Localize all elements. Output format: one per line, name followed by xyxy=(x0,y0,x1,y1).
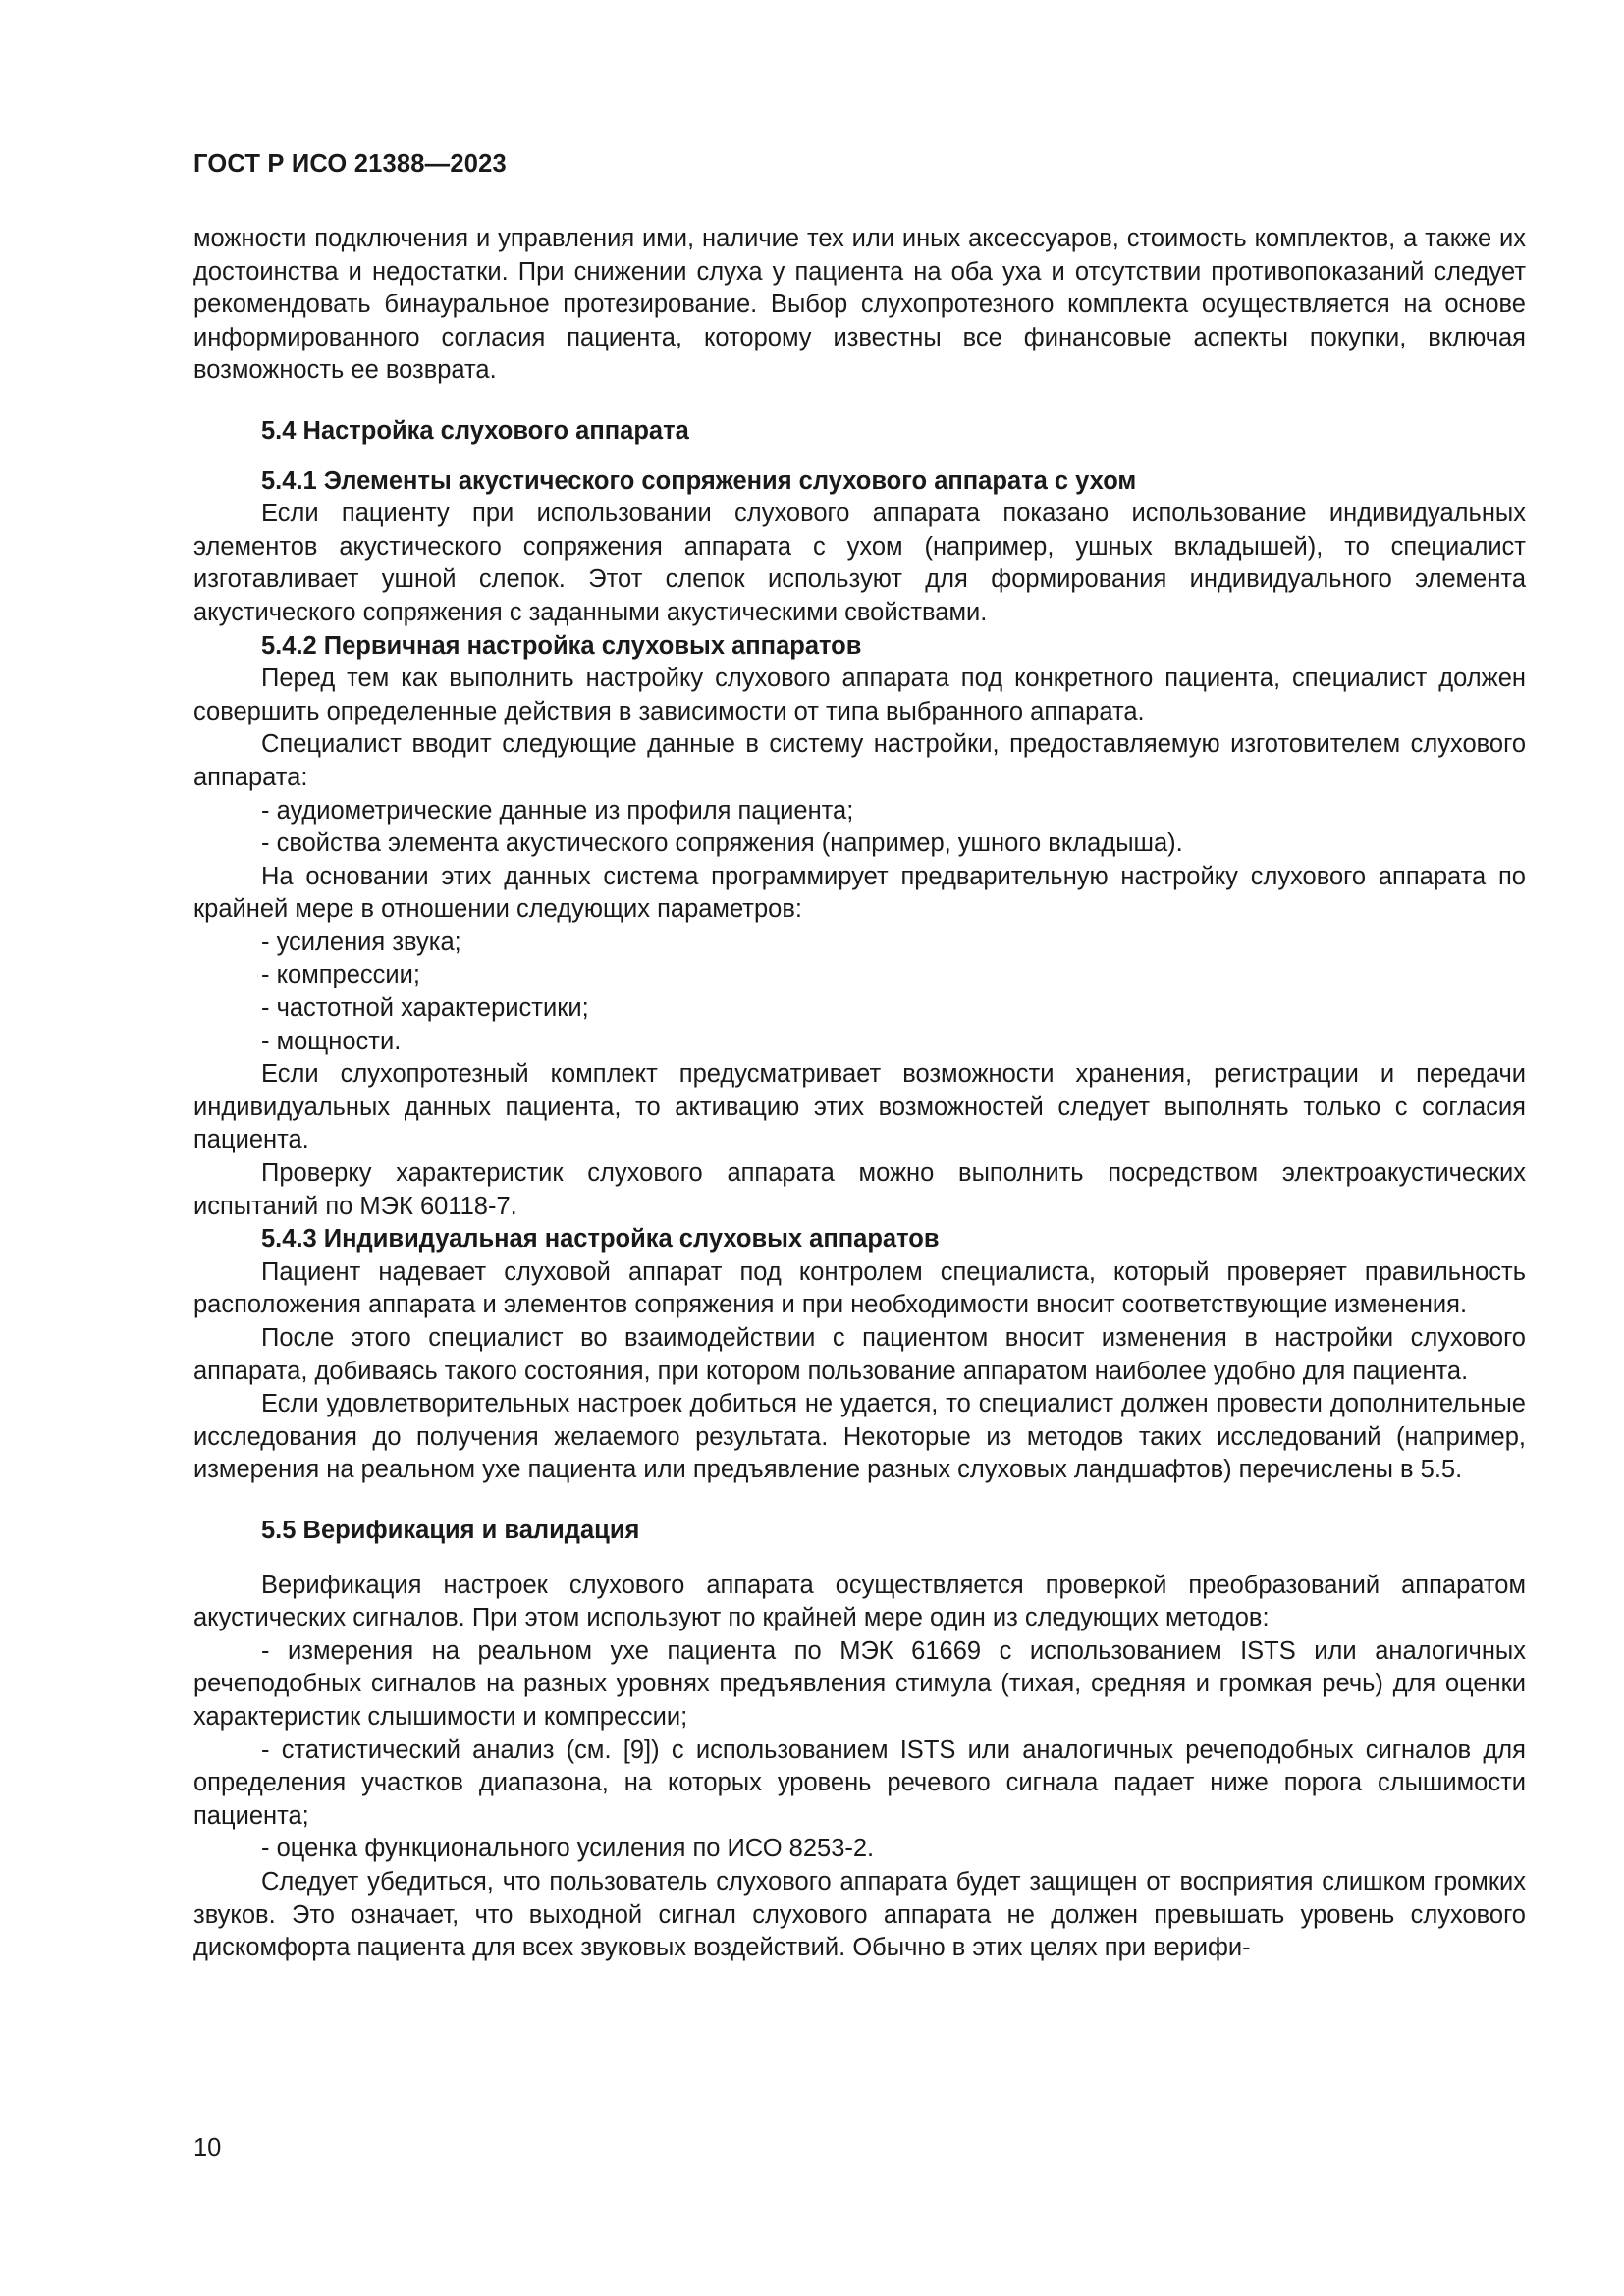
section-heading: 5.4 Настройка слухового аппарата xyxy=(261,416,689,445)
list-item: - мощности. xyxy=(261,1027,402,1055)
paragraph: Верификация настроек слухового аппарата осуществляется проверкой преобразований аппаратом акустических сигналов. При этом используют по крайней мере один из следующих методов: xyxy=(193,1571,1526,1632)
subsection-heading: 5.4.1 Элементы акустического сопряжения слухового аппарата с ухом xyxy=(261,466,1137,495)
subsection-heading: 5.4.3 Индивидуальная настройка слуховых аппаратов xyxy=(261,1225,940,1254)
paragraph: Пациент надевает слуховой аппарат под контролем специалиста, который проверяет правильность расположения аппарата и элементов сопряжения и при необходимости вносит соответствующие изменения. xyxy=(193,1257,1526,1319)
document-header: ГОСТ Р ИСО 21388—2023 xyxy=(193,150,507,178)
paragraph: После этого специалист во взаимодействии с пациентом вносит изменения в настройки слухового аппарата, добиваясь такого состояния, при котором пользование аппаратом наиболее удобно для пациента. xyxy=(193,1324,1526,1385)
paragraph: На основании этих данных система программирует предварительную настройку слухового аппарата по крайней мере в отношении следующих параметров: xyxy=(193,862,1526,924)
list-item: - частотной характеристики; xyxy=(261,994,589,1023)
list-item: - аудиометрические данные из профиля пациента; xyxy=(261,796,854,825)
list-item: - усиления звука; xyxy=(261,928,461,956)
page-number: 10 xyxy=(193,2134,222,2162)
paragraph: можности подключения и управления ими, наличие тех или иных аксессуаров, стоимость комплектов, а также их достоинства и недостатки. При снижении слуха у пациента на оба уха и отсутствии противопоказаний следует рекомендовать бинауральное протезирование. Выбор слухопротезного комплекта осуществляется на основе информированного согласия пациента, которому известны все финансовые аспекты покупки, включая возможность ее возврата. xyxy=(193,225,1526,385)
list-item: - измерения на реальном ухе пациента по МЭК 61669 с использованием ISTS или аналогичных речеподобных сигналов на разных уровнях предъявления стимула (тихая, средняя и громкая речь) для оценки характеристик слышимости и компрессии; xyxy=(193,1636,1526,1731)
list-item: - оценка функционального усиления по ИСО 8253-2. xyxy=(261,1835,875,1863)
paragraph: Если пациенту при использовании слухового аппарата показано использование индивидуальных элементов акустического сопряжения аппарата с ухом (например, ушных вкладышей), то специалист изготавливает ушной слепок. Этот слепок используют для формирования индивидуального элемента акустического сопряжения с заданными акустическими свойствами. xyxy=(193,500,1526,626)
page-content xyxy=(193,223,1526,1965)
paragraph: Проверку характеристик слухового аппарата можно выполнить посредством электроакустических испытаний по МЭК 60118-7. xyxy=(193,1159,1526,1220)
paragraph: Если удовлетворительных настроек добиться не удается, то специалист должен провести дополнительные исследования до получения желаемого результата. Некоторые из методов таких исследований (например, измерения на реальном ухе пациента или предъявление разных слуховых ландшафтов) перечислены в 5.5. xyxy=(193,1390,1526,1484)
paragraph: Если слухопротезный комплект предусматривает возможности хранения, регистрации и передачи индивидуальных данных пациента, то активацию этих возможностей следует выполнять только с согласия пациента. xyxy=(193,1060,1526,1154)
list-item: - компрессии; xyxy=(261,961,420,989)
paragraph: Следует убедиться, что пользователь слухового аппарата будет защищен от восприятия слишком громких звуков. Это означает, что выходной сигнал слухового аппарата не должен превышать уровень слухового дискомфорта пациента для всех звуковых воздействий. Обычно в этих целях при верифи- xyxy=(193,1867,1526,1962)
paragraph: Перед тем как выполнить настройку слухового аппарата под конкретного пациента, специалист должен совершить определенные действия в зависимости от типа выбранного аппарата. xyxy=(193,665,1526,725)
list-item: - статистический анализ (см. [9]) с использованием ISTS или аналогичных речеподобных сигналов для определения участков диапазона, на которых уровень речевого сигнала падает ниже порога слышимости пациента; xyxy=(193,1735,1526,1830)
section-heading: 5.5 Верификация и валидация xyxy=(261,1516,640,1544)
subsection-heading: 5.4.2 Первичная настройка слуховых аппаратов xyxy=(261,631,862,660)
paragraph: Специалист вводит следующие данные в систему настройки, предоставляемую изготовителем слухового аппарата: xyxy=(193,730,1526,791)
list-item: - свойства элемента акустического сопряжения (например, ушного вкладыша). xyxy=(261,829,1183,858)
